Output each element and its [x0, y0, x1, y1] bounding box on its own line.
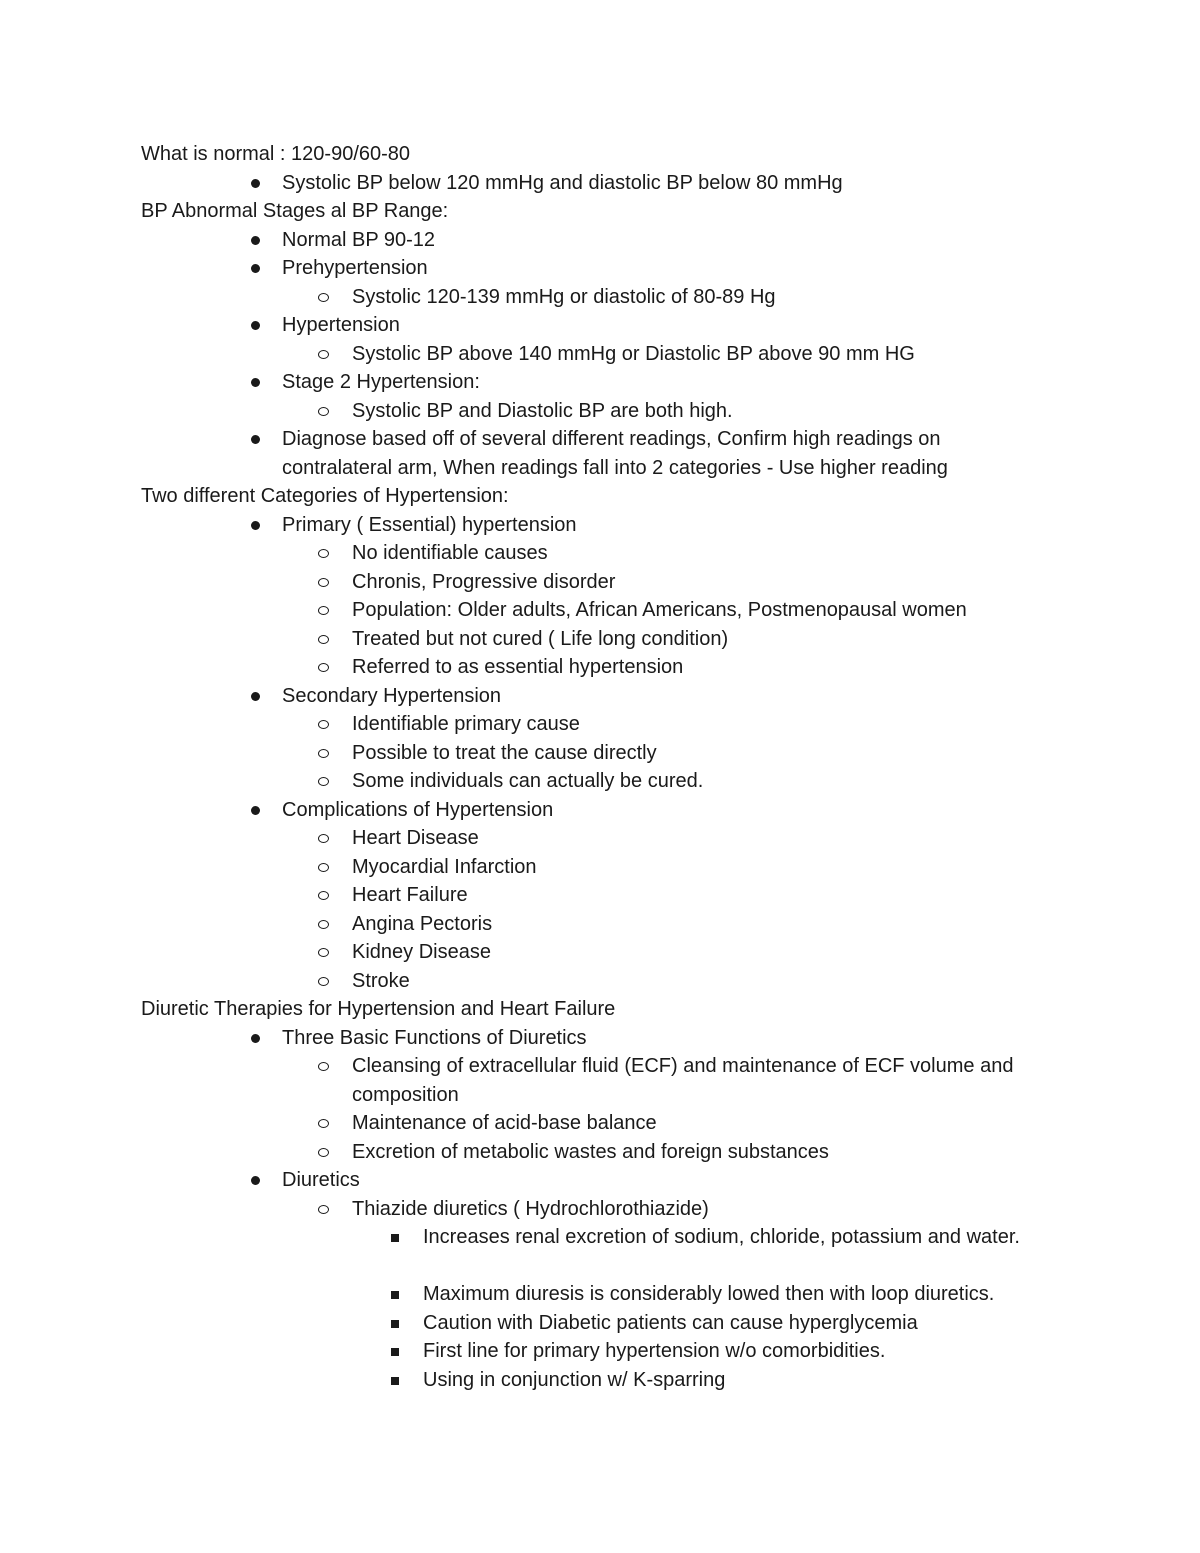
line-text: Stroke: [352, 969, 410, 992]
line-text: Possible to treat the cause directly: [352, 741, 657, 764]
line-text: Complications of Hypertension: [282, 798, 554, 821]
list-item: [282, 1024, 1042, 1053]
line-text: Using in conjunction w/ K-sparring: [423, 1368, 726, 1391]
bullet-circle-icon: [318, 948, 329, 957]
line-text: BP Abnormal Stages al BP Range:: [141, 200, 449, 222]
list-item: [352, 568, 1042, 597]
list-item: [352, 853, 1042, 882]
line-text: Systolic BP and Diastolic BP are both high.: [352, 399, 733, 422]
section-heading: [141, 482, 1141, 511]
bullet-circle-icon: [318, 777, 329, 786]
line-text: Angina Pectoris: [352, 912, 493, 935]
bullet-dot-icon: [251, 236, 260, 245]
bullet-circle-icon: [318, 578, 329, 587]
line-text: Some individuals can actually be cured.: [352, 770, 704, 792]
line-text: Primary ( Essential) hypertension: [282, 513, 577, 536]
line-text: Population: Older adults, African Americans, Postmenopausal women: [352, 599, 967, 621]
line-text: Hypertension: [282, 314, 400, 336]
bullet-circle-icon: [318, 891, 329, 900]
list-item: [352, 397, 1042, 426]
bullet-square-icon: [391, 1291, 399, 1299]
line-text: Chronis, Progressive disorder: [352, 570, 616, 593]
line-text: Secondary Hypertension: [282, 684, 502, 707]
bullet-circle-icon: [318, 1119, 329, 1128]
line-text: Heart Failure: [352, 884, 468, 906]
bullet-square-icon: [391, 1320, 399, 1328]
bullet-circle-icon: [318, 977, 329, 986]
line-text: Referred to as essential hypertension: [352, 656, 684, 678]
line-text: Three Basic Functions of Diuretics: [282, 1026, 587, 1049]
bullet-dot-icon: [251, 179, 260, 188]
bullet-circle-icon: [318, 407, 329, 416]
list-item: [423, 1309, 1063, 1338]
line-text: Diagnose based off of several different readings, Confirm high readings on contralateral arm, When readings fall into 2 categories - Use higher reading: [282, 428, 948, 479]
list-item: [423, 1366, 1063, 1395]
bullet-circle-icon: [318, 635, 329, 644]
list-item: [282, 226, 1042, 255]
line-text: Prehypertension: [282, 257, 428, 279]
line-text: Heart Disease: [352, 827, 479, 849]
list-item: [352, 767, 1042, 796]
line-text: Normal BP 90-12: [282, 228, 436, 251]
bullet-square-icon: [391, 1348, 399, 1356]
line-text: Treated but not cured ( Life long condition): [352, 627, 729, 650]
bullet-square-icon: [391, 1377, 399, 1385]
list-item: [423, 1223, 1063, 1252]
line-text: Maintenance of acid-base balance: [352, 1112, 657, 1134]
bullet-circle-icon: [318, 1062, 329, 1071]
list-item: [282, 796, 1042, 825]
line-text: Kidney Disease: [352, 941, 491, 963]
line-text: First line for primary hypertension w/o comorbidities.: [423, 1340, 886, 1362]
list-item: [282, 425, 1042, 482]
section-heading: [141, 197, 1141, 226]
list-item: [352, 824, 1042, 853]
bullet-circle-icon: [318, 920, 329, 929]
bullet-dot-icon: [251, 521, 260, 530]
line-text: Diuretic Therapies for Hypertension and Heart Failure: [141, 998, 616, 1020]
bullet-dot-icon: [251, 692, 260, 701]
list-item: [282, 1166, 1042, 1195]
line-text: No identifiable causes: [352, 542, 548, 564]
bullet-square-icon: [391, 1234, 399, 1242]
line-text: Systolic BP above 140 mmHg or Diastolic BP above 90 mm HG: [352, 342, 915, 365]
line-text: Systolic 120-139 mmHg or diastolic of 80-89 Hg: [352, 285, 776, 308]
line-text: Thiazide diuretics ( Hydrochlorothiazide): [352, 1197, 709, 1220]
list-item: [352, 710, 1042, 739]
list-item: [352, 938, 1042, 967]
bullet-circle-icon: [318, 863, 329, 872]
list-item: [282, 511, 1042, 540]
bullet-dot-icon: [251, 264, 260, 273]
bullet-circle-icon: [318, 663, 329, 672]
list-item: [352, 283, 1042, 312]
line-text: Myocardial Infarction: [352, 855, 537, 878]
bullet-circle-icon: [318, 834, 329, 843]
line-text: Caution with Diabetic patients can cause hyperglycemia: [423, 1311, 918, 1334]
line-text: Stage 2 Hypertension:: [282, 371, 480, 393]
list-item: [423, 1337, 1063, 1366]
list-item: [352, 653, 1042, 682]
line-text: Systolic BP below 120 mmHg and diastolic BP below 80 mmHg: [282, 171, 843, 194]
line-text: What is normal : 120-90/60-80: [141, 143, 411, 165]
list-item: [352, 1109, 1042, 1138]
line-text: Maximum diuresis is considerably lowed then with loop diuretics.: [423, 1283, 995, 1305]
bullet-circle-icon: [318, 350, 329, 359]
bullet-circle-icon: [318, 1205, 329, 1214]
list-item: [423, 1280, 1063, 1309]
list-item: [352, 340, 1042, 369]
list-item: [282, 254, 1042, 283]
line-text: Diuretics: [282, 1169, 360, 1191]
bullet-circle-icon: [318, 1148, 329, 1157]
bullet-circle-icon: [318, 549, 329, 558]
bullet-dot-icon: [251, 435, 260, 444]
line-text: Two different Categories of Hypertension:: [141, 485, 509, 507]
section-heading: [141, 995, 1141, 1024]
bullet-circle-icon: [318, 720, 329, 729]
list-item: [352, 739, 1042, 768]
line-text: Excretion of metabolic wastes and foreign substances: [352, 1140, 829, 1163]
bullet-circle-icon: [318, 606, 329, 615]
line-text: Cleansing of extracellular fluid (ECF) and maintenance of ECF volume and composition: [352, 1055, 1014, 1106]
list-item: [282, 311, 1042, 340]
list-item: [282, 169, 1042, 198]
list-item: [352, 910, 1042, 939]
list-item: [282, 368, 1042, 397]
list-item: [352, 967, 1042, 996]
bullet-dot-icon: [251, 321, 260, 330]
bullet-circle-icon: [318, 293, 329, 302]
list-item: [352, 596, 1042, 625]
list-item: [352, 1138, 1042, 1167]
section-heading: [141, 140, 1141, 169]
list-item: [352, 625, 1042, 654]
list-item: [352, 1052, 1042, 1109]
list-item: [352, 1195, 1042, 1224]
bullet-dot-icon: [251, 1176, 260, 1185]
list-item: [352, 539, 1042, 568]
bullet-dot-icon: [251, 806, 260, 815]
bullet-circle-icon: [318, 749, 329, 758]
list-item: [282, 682, 1042, 711]
bullet-dot-icon: [251, 1034, 260, 1043]
list-item: [352, 881, 1042, 910]
bullet-dot-icon: [251, 378, 260, 387]
line-text: Identifiable primary cause: [352, 713, 580, 735]
line-text: Increases renal excretion of sodium, chloride, potassium and water.: [423, 1226, 1020, 1248]
